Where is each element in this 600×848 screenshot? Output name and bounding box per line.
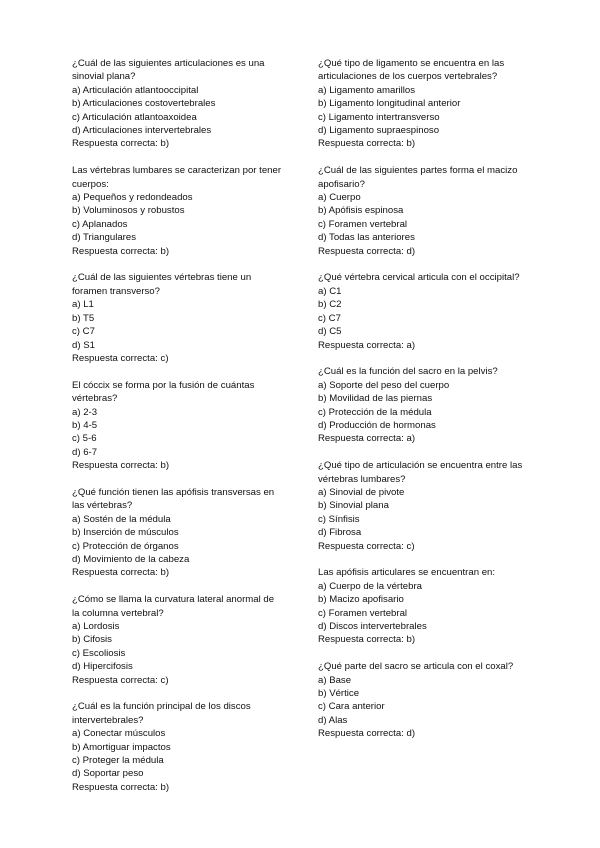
question-text: ¿Qué parte del sacro se articula con el coxal? [318, 661, 514, 673]
answer-option: c) Aplanados [72, 218, 128, 230]
question-block [318, 365, 530, 445]
correct-answer: Respuesta correcta: b) [72, 781, 170, 793]
correct-answer: Respuesta correcta: b) [72, 567, 170, 579]
answer-option: d) Soportar peso [72, 768, 144, 780]
question-block [72, 700, 284, 794]
question-block [72, 379, 284, 473]
answer-option: a) Soporte del peso del cuerpo [318, 379, 450, 391]
question-block [318, 660, 530, 740]
answer-option: c) Protección de órganos [72, 540, 179, 552]
question-text: ¿Cómo se llama la curvatura lateral anormal de la columna vertebral? [72, 594, 275, 619]
question-text: ¿Cuál de las siguientes partes forma el macizo apofisario? [318, 165, 518, 190]
answer-option: a) C1 [318, 285, 342, 297]
question-text: ¿Cuál de las siguientes articulaciones es una sinovial plana? [72, 58, 265, 83]
question-text: ¿Qué función tienen las apófisis transversas en las vértebras? [72, 486, 275, 512]
correct-answer: Respuesta correcta: c) [72, 674, 169, 686]
correct-answer: Respuesta correcta: b) [318, 138, 416, 150]
answer-option: a) Conectar músculos [72, 728, 166, 740]
question-block [72, 486, 284, 580]
question-block [72, 164, 284, 258]
answer-option: b) Articulaciones costovertebrales [72, 98, 216, 110]
answer-option: d) Movimiento de la cabeza [72, 553, 190, 565]
answer-option: b) Macizo apofisario [318, 594, 404, 606]
question-text: El cóccix se forma por la fusión de cuántas vértebras? [72, 379, 255, 405]
answer-option: d) Producción de hormonas [318, 419, 436, 431]
answer-option: a) Sostén de la médula [72, 513, 171, 525]
question-block [318, 57, 530, 151]
question-block [72, 57, 284, 151]
answer-option: d) Discos intervertebrales [318, 620, 427, 632]
answer-option: a) Pequeños y redondeados [72, 192, 193, 204]
question-block [318, 271, 530, 351]
answer-option: a) Cuerpo [318, 192, 361, 204]
correct-answer: Respuesta correcta: b) [72, 460, 170, 472]
question-text: ¿Qué vértebra cervical articula con el occipital? [318, 272, 520, 284]
question-text: Las apófisis articulares se encuentran en: [318, 567, 496, 579]
question-block [318, 164, 530, 258]
answer-option: c) Ligamento intertransverso [318, 111, 440, 123]
answer-option: b) Sinovial plana [318, 500, 389, 512]
answer-option: b) 4-5 [72, 419, 98, 431]
answer-option: b) Movilidad de las piernas [318, 393, 433, 405]
answer-option: d) Alas [318, 714, 348, 726]
correct-answer: Respuesta correcta: b) [318, 634, 416, 646]
correct-answer: Respuesta correcta: d) [318, 728, 416, 740]
answer-option: a) 2-3 [72, 406, 98, 418]
answer-option: b) T5 [72, 312, 95, 324]
question-block [72, 271, 284, 365]
question-block [72, 593, 284, 687]
answer-option: c) C7 [72, 326, 95, 338]
answer-option: c) Escoliosis [72, 647, 126, 659]
answer-option: b) C2 [318, 299, 342, 311]
correct-answer: Respuesta correcta: a) [318, 339, 416, 351]
question-block [318, 566, 530, 646]
question-text: Las vértebras lumbares se caracterizan por tener cuerpos: [72, 165, 282, 190]
answer-option: d) Articulaciones intervertebrales [72, 125, 212, 137]
answer-option: a) Cuerpo de la vértebra [318, 580, 422, 592]
correct-answer: Respuesta correcta: c) [318, 540, 415, 552]
answer-option: b) Apófisis espinosa [318, 205, 404, 217]
answer-option: a) Base [318, 674, 352, 686]
answer-option: c) Foramen vertebral [318, 607, 408, 619]
answer-option: c) Cara anterior [318, 701, 385, 713]
answer-option: c) 5-6 [72, 433, 97, 445]
answer-option: c) Articulación atlantoaxoidea [72, 111, 197, 123]
left-column [72, 57, 284, 808]
question-text: ¿Cuál es la función principal de los discos intervertebrales? [72, 701, 251, 726]
answer-option: b) Amortiguar impactos [72, 741, 171, 753]
correct-answer: Respuesta correcta: d) [318, 245, 416, 257]
question-text: ¿Qué tipo de articulación se encuentra entre las vértebras lumbares? [318, 460, 523, 485]
answer-option: b) Vértice [318, 688, 360, 699]
answer-option: d) 6-7 [72, 446, 98, 458]
question-text: ¿Qué tipo de ligamento se encuentra en las articulaciones de los cuerpos vertebrales? [318, 58, 505, 83]
question-text: ¿Cuál es la función del sacro en la pelvis? [318, 366, 498, 378]
answer-option: a) Ligamento amarillos [318, 84, 416, 96]
answer-option: b) Inserción de músculos [72, 527, 179, 539]
answer-option: d) Ligamento supraespinoso [318, 125, 440, 137]
right-column [318, 57, 530, 754]
answer-option: a) Sinovial de pivote [318, 486, 405, 498]
answer-option: d) Fibrosa [318, 527, 362, 539]
correct-answer: Respuesta correcta: b) [72, 245, 170, 257]
answer-option: d) Hipercifosis [72, 661, 133, 673]
answer-option: b) Cifosis [72, 634, 112, 646]
correct-answer: Respuesta correcta: c) [72, 352, 169, 364]
answer-option: a) Lordosis [72, 620, 120, 632]
answer-option: a) L1 [72, 299, 94, 311]
correct-answer: Respuesta correcta: b) [72, 138, 170, 150]
answer-option: a) Articulación atlantooccipital [72, 84, 199, 96]
answer-option: d) S1 [72, 339, 95, 351]
answer-option: b) Voluminosos y robustos [72, 205, 185, 217]
answer-option: d) Triangulares [72, 232, 136, 244]
answer-option: c) Protección de la médula [318, 406, 432, 418]
answer-option: c) Proteger la médula [72, 755, 164, 767]
question-block [318, 459, 530, 553]
answer-option: b) Ligamento longitudinal anterior [318, 98, 461, 110]
answer-option: d) C5 [318, 326, 342, 338]
correct-answer: Respuesta correcta: a) [318, 433, 416, 445]
question-text: ¿Cuál de las siguientes vértebras tiene un foramen transverso? [72, 272, 252, 297]
answer-option: c) Foramen vertebral [318, 218, 408, 230]
answer-option: c) C7 [318, 312, 341, 324]
answer-option: d) Todas las anteriores [318, 232, 415, 244]
answer-option: c) Sínfisis [318, 513, 360, 525]
